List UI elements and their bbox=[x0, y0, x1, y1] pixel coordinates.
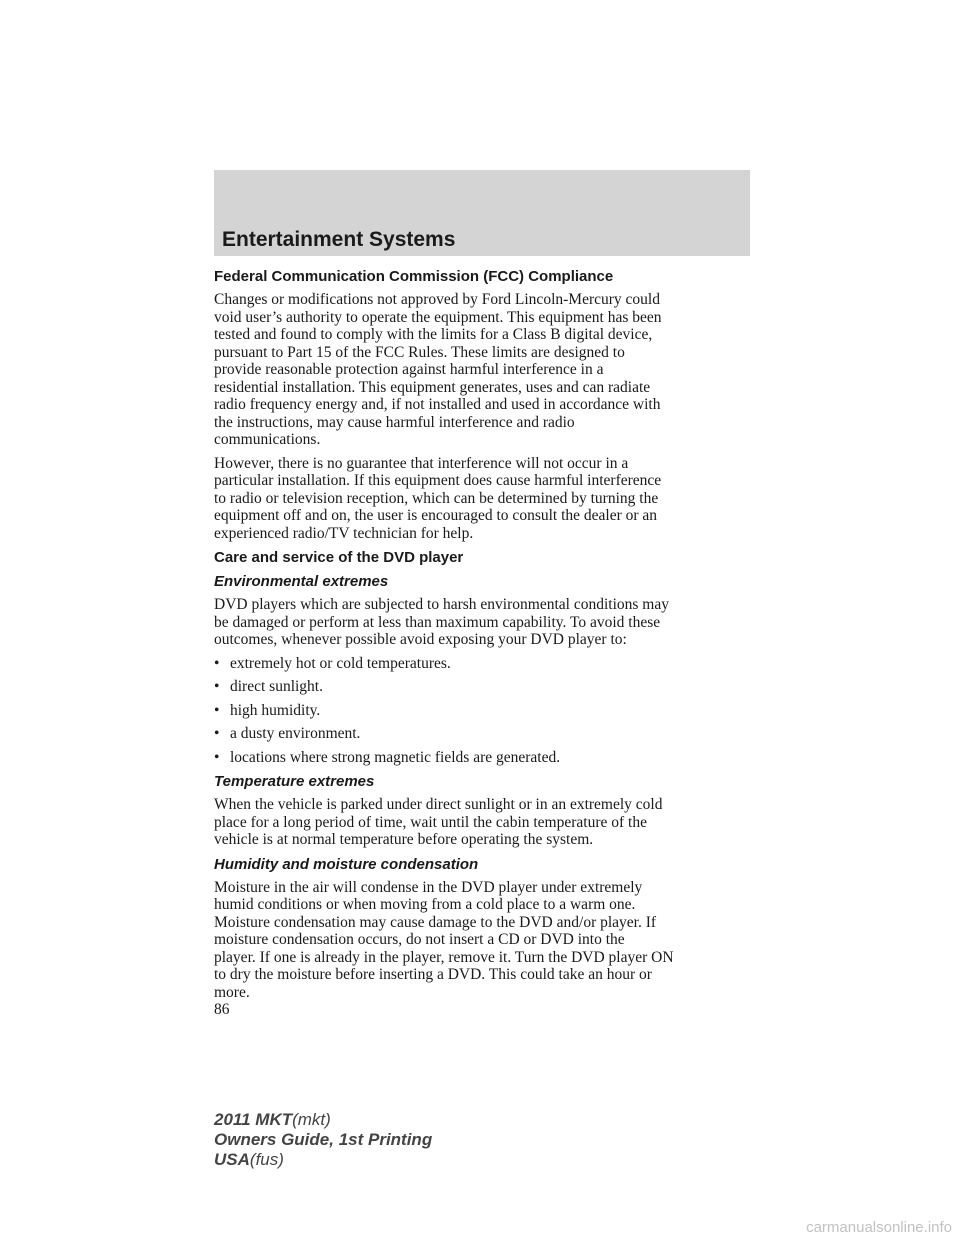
list-item-text: high humidity. bbox=[230, 701, 321, 719]
bullet-icon: • bbox=[214, 654, 220, 672]
text-line: humid conditions or when moving from a cold place to a warm one. bbox=[214, 896, 636, 913]
bullet-icon: • bbox=[214, 678, 220, 695]
fcc-heading: Federal Communication Commission (FCC) Compliance bbox=[214, 268, 614, 285]
humidity-heading: Humidity and moisture condensation bbox=[214, 855, 479, 873]
text-line: to dry the moisture before inserting a DVD. This could take an hour or bbox=[214, 966, 652, 983]
page-content bbox=[214, 267, 754, 1019]
text-line: communications. bbox=[214, 431, 321, 448]
text-line: provide reasonable protection against harmful interference in a bbox=[214, 361, 604, 378]
environmental-heading: Environmental extremes bbox=[214, 573, 389, 590]
bullet-icon: • bbox=[214, 725, 220, 742]
text-line: place for a long period of time, wait until the cabin temperature of the bbox=[214, 813, 647, 831]
text-line: be damaged or perform at less than maximum capability. To avoid these bbox=[214, 613, 661, 631]
text-line: Moisture in the air will condense in the DVD player under extremely bbox=[214, 878, 643, 896]
bullet-icon: • bbox=[214, 701, 220, 719]
text-line: When the vehicle is parked under direct sunlight or in an extremely cold bbox=[214, 796, 663, 813]
text-line: tested and found to comply with the limits for a Class B digital device, bbox=[214, 326, 653, 343]
text-line: DVD players which are subjected to harsh environmental conditions may bbox=[214, 596, 669, 613]
text-line: Moisture condensation may cause damage to the DVD and/or player. If bbox=[214, 913, 657, 931]
text-line: Changes or modifications not approved by Ford Lincoln-Mercury could bbox=[214, 291, 660, 308]
text-line: outcomes, whenever possible avoid exposing your DVD player to: bbox=[214, 631, 627, 648]
text-line: pursuant to Part 15 of the FCC Rules. These limits are designed to bbox=[214, 343, 625, 361]
section-title: Entertainment Systems bbox=[222, 228, 456, 251]
list-item-text: a dusty environment. bbox=[230, 725, 361, 742]
fcc-paragraph-1 bbox=[214, 291, 754, 449]
humidity-paragraph bbox=[214, 879, 754, 1002]
text-line: particular installation. If this equipment does cause harmful interference bbox=[214, 472, 662, 489]
list-item bbox=[214, 655, 754, 673]
care-heading: Care and service of the DVD player bbox=[214, 549, 464, 566]
list-item bbox=[214, 749, 754, 767]
temperature-paragraph bbox=[214, 796, 754, 849]
environmental-paragraph bbox=[214, 596, 754, 649]
temperature-heading: Temperature extremes bbox=[214, 773, 375, 790]
footer-model: 2011 MKT bbox=[214, 1110, 293, 1129]
footer-model-code: (mkt) bbox=[292, 1110, 331, 1129]
text-line: to radio or television reception, which can be determined by turning the bbox=[214, 489, 659, 507]
footer-line-model bbox=[214, 1110, 432, 1130]
footer-printing: Owners Guide, 1st Printing bbox=[214, 1130, 433, 1149]
list-item bbox=[214, 702, 754, 720]
text-line: player. If one is already in the player, remove it. Turn the DVD player ON bbox=[214, 948, 674, 966]
print-footer bbox=[214, 1110, 432, 1170]
text-line: moisture condensation occurs, do not insert a CD or DVD into the bbox=[214, 931, 625, 948]
environmental-list bbox=[214, 655, 754, 767]
text-line: the instructions, may cause harmful interference and radio bbox=[214, 413, 575, 431]
watermark: carmanualsonline.info bbox=[806, 1219, 952, 1236]
list-item bbox=[214, 678, 754, 696]
list-item bbox=[214, 725, 754, 743]
text-line: equipment off and on, the user is encouraged to consult the dealer or an bbox=[214, 507, 658, 524]
page-number: 86 bbox=[214, 1001, 230, 1018]
text-line: However, there is no guarantee that interference will not occur in a bbox=[214, 454, 629, 472]
list-item-text: locations where strong magnetic fields are generated. bbox=[230, 748, 561, 766]
fcc-paragraph-2 bbox=[214, 455, 754, 543]
footer-line-market bbox=[214, 1150, 432, 1170]
text-line: vehicle is at normal temperature before operating the system. bbox=[214, 831, 594, 848]
text-line: residential installation. This equipment generates, uses and can radiate bbox=[214, 378, 651, 396]
text-line: more. bbox=[214, 983, 250, 1001]
footer-market: USA bbox=[214, 1150, 250, 1169]
text-line: void user’s authority to operate the equipment. This equipment has been bbox=[214, 308, 662, 326]
footer-line-printing bbox=[214, 1130, 432, 1150]
list-item-text: extremely hot or cold temperatures. bbox=[230, 654, 451, 672]
text-line: radio frequency energy and, if not installed and used in accordance with bbox=[214, 396, 661, 413]
list-item-text: direct sunlight. bbox=[230, 678, 323, 695]
footer-market-code: (fus) bbox=[249, 1150, 284, 1169]
bullet-icon: • bbox=[214, 748, 220, 766]
text-line: experienced radio/TV technician for help. bbox=[214, 524, 474, 542]
